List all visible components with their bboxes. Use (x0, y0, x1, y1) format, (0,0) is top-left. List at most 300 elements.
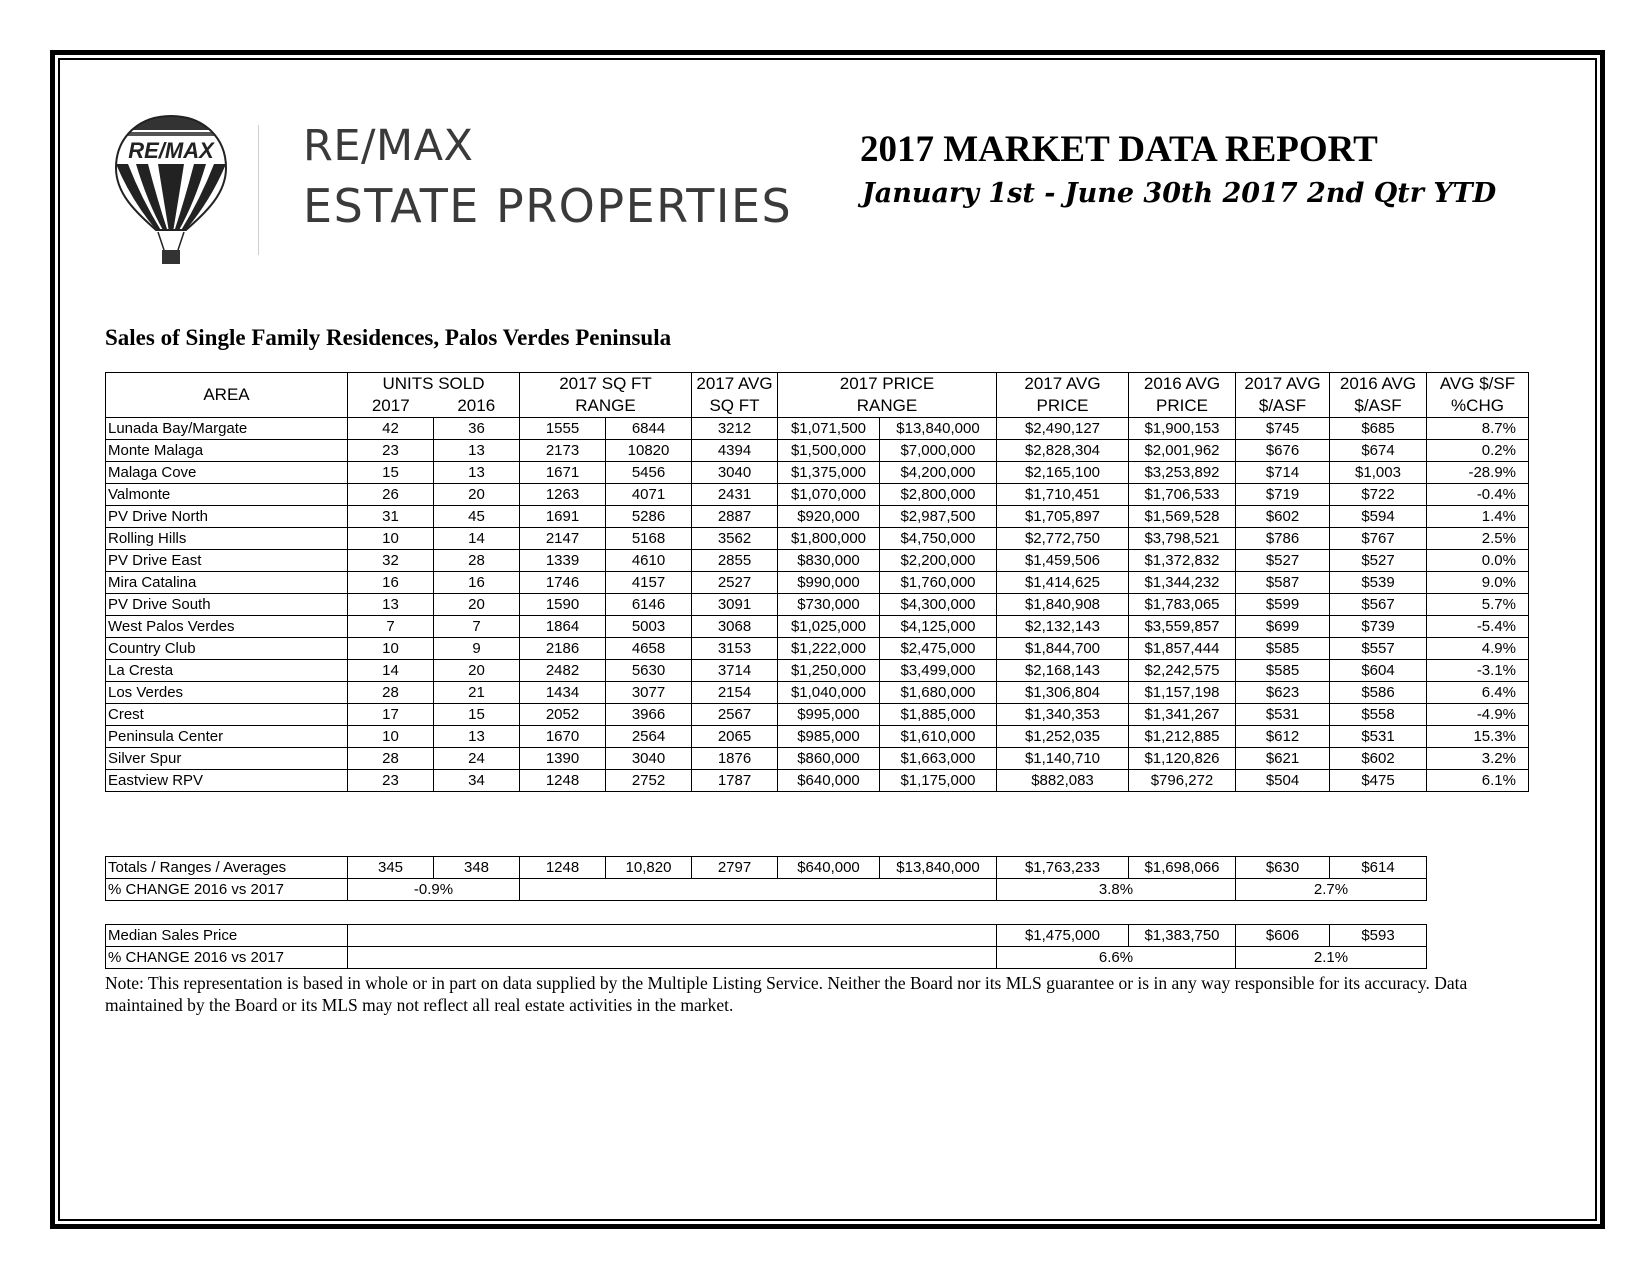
cell-sqft-max: 4658 (606, 638, 692, 660)
cell-asf-2017: $612 (1236, 726, 1330, 748)
cell-asf-2016: $594 (1330, 506, 1427, 528)
cell-avg-sqft: 2527 (692, 572, 778, 594)
cell-avg-price-2017: $1,705,897 (997, 506, 1129, 528)
totals-avg-sqft: 2797 (692, 857, 778, 879)
cell-units-2017: 14 (348, 660, 434, 682)
cell-units-2017: 32 (348, 550, 434, 572)
cell-sqft-max: 4157 (606, 572, 692, 594)
median-label: Median Sales Price (106, 925, 348, 947)
cell-sqft-max: 5003 (606, 616, 692, 638)
totals-asf-change: 2.7% (1236, 879, 1427, 901)
cell-sqft-max: 10820 (606, 440, 692, 462)
cell-asf-2016: $567 (1330, 594, 1427, 616)
cell-units-2016: 9 (434, 638, 520, 660)
totals-units-change: -0.9% (348, 879, 520, 901)
cell-price-min: $730,000 (778, 594, 880, 616)
cell-asf-2016: $604 (1330, 660, 1427, 682)
cell-asf-2016: $602 (1330, 748, 1427, 770)
logo-divider (258, 125, 259, 255)
cell-area: Valmonte (106, 484, 348, 506)
cell-asf-change: 6.4% (1427, 682, 1529, 704)
table-row (106, 704, 1529, 726)
table-row (106, 550, 1529, 572)
cell-sqft-min: 1390 (520, 748, 606, 770)
table-row (106, 418, 1529, 440)
cell-sqft-min: 1691 (520, 506, 606, 528)
cell-price-max: $4,125,000 (880, 616, 997, 638)
logo-lettering: RE/MAX (128, 138, 214, 163)
cell-sqft-min: 1864 (520, 616, 606, 638)
sales-table (105, 372, 1529, 792)
cell-units-2016: 16 (434, 572, 520, 594)
cell-area: PV Drive North (106, 506, 348, 528)
cell-avg-price-2017: $1,459,506 (997, 550, 1129, 572)
median-asf-change: 2.1% (1236, 947, 1427, 969)
table-row (106, 616, 1529, 638)
cell-area: Los Verdes (106, 682, 348, 704)
cell-price-min: $985,000 (778, 726, 880, 748)
cell-asf-2016: $531 (1330, 726, 1427, 748)
cell-price-max: $1,663,000 (880, 748, 997, 770)
cell-sqft-max: 3077 (606, 682, 692, 704)
brand-line-2: ESTATE PROPERTIES (303, 179, 793, 233)
cell-sqft-min: 1263 (520, 484, 606, 506)
cell-price-max: $1,760,000 (880, 572, 997, 594)
cell-price-min: $1,500,000 (778, 440, 880, 462)
cell-asf-2017: $699 (1236, 616, 1330, 638)
median-price-2016: $1,383,750 (1129, 925, 1236, 947)
table-row (106, 770, 1529, 792)
cell-units-2016: 13 (434, 726, 520, 748)
median-price-2017: $1,475,000 (997, 925, 1129, 947)
cell-avg-price-2016: $1,857,444 (1129, 638, 1236, 660)
cell-units-2016: 34 (434, 770, 520, 792)
cell-price-min: $1,070,000 (778, 484, 880, 506)
median-asf-2017: $606 (1236, 925, 1330, 947)
median-row (106, 925, 1427, 947)
brand-line-1: RE/MAX (303, 121, 474, 171)
cell-asf-change: 15.3% (1427, 726, 1529, 748)
cell-price-max: $13,840,000 (880, 418, 997, 440)
table-row (106, 462, 1529, 484)
header-price-range-bottom: RANGE (778, 395, 997, 418)
cell-avg-sqft: 3153 (692, 638, 778, 660)
cell-asf-2016: $739 (1330, 616, 1427, 638)
cell-price-max: $2,200,000 (880, 550, 997, 572)
cell-units-2017: 10 (348, 726, 434, 748)
header-avg-sqft-bottom: SQ FT (692, 395, 778, 418)
cell-avg-price-2017: $1,710,451 (997, 484, 1129, 506)
cell-units-2017: 28 (348, 682, 434, 704)
cell-avg-price-2016: $1,372,832 (1129, 550, 1236, 572)
median-blank (348, 925, 997, 947)
cell-asf-2017: $714 (1236, 462, 1330, 484)
sales-table-body (106, 418, 1529, 792)
cell-sqft-max: 5456 (606, 462, 692, 484)
cell-avg-price-2016: $1,706,533 (1129, 484, 1236, 506)
cell-sqft-max: 4610 (606, 550, 692, 572)
cell-avg-sqft: 3068 (692, 616, 778, 638)
cell-asf-change: 2.5% (1427, 528, 1529, 550)
cell-price-max: $1,680,000 (880, 682, 997, 704)
cell-asf-2016: $1,003 (1330, 462, 1427, 484)
cell-price-max: $2,800,000 (880, 484, 997, 506)
cell-price-max: $2,987,500 (880, 506, 997, 528)
cell-avg-price-2017: $1,844,700 (997, 638, 1129, 660)
header-chg-bottom: %CHG (1427, 395, 1529, 418)
cell-asf-2017: $587 (1236, 572, 1330, 594)
cell-price-max: $1,885,000 (880, 704, 997, 726)
cell-asf-change: 9.0% (1427, 572, 1529, 594)
cell-asf-change: -0.4% (1427, 484, 1529, 506)
cell-price-min: $990,000 (778, 572, 880, 594)
cell-units-2016: 20 (434, 594, 520, 616)
header-avg-sqft-top: 2017 AVG (692, 373, 778, 396)
cell-avg-price-2016: $3,253,892 (1129, 462, 1236, 484)
header-avg-price-2016-bottom: PRICE (1129, 395, 1236, 418)
cell-asf-2017: $602 (1236, 506, 1330, 528)
cell-asf-2016: $557 (1330, 638, 1427, 660)
cell-price-min: $830,000 (778, 550, 880, 572)
totals-sqft-min: 1248 (520, 857, 606, 879)
cell-avg-sqft: 1787 (692, 770, 778, 792)
cell-avg-price-2016: $1,783,065 (1129, 594, 1236, 616)
cell-avg-price-2017: $1,140,710 (997, 748, 1129, 770)
cell-avg-sqft: 3040 (692, 462, 778, 484)
cell-units-2017: 23 (348, 770, 434, 792)
cell-price-max: $3,499,000 (880, 660, 997, 682)
totals-change-blank (520, 879, 997, 901)
cell-asf-change: 0.2% (1427, 440, 1529, 462)
cell-units-2017: 17 (348, 704, 434, 726)
cell-price-min: $920,000 (778, 506, 880, 528)
cell-sqft-max: 3040 (606, 748, 692, 770)
cell-avg-price-2017: $2,168,143 (997, 660, 1129, 682)
median-table (105, 924, 1427, 969)
cell-avg-price-2017: $2,772,750 (997, 528, 1129, 550)
header-area: AREA (106, 373, 348, 418)
cell-price-min: $1,800,000 (778, 528, 880, 550)
header-asf-2017-bottom: $/ASF (1236, 395, 1330, 418)
header-price-range-top: 2017 PRICE (778, 373, 997, 396)
cell-area: West Palos Verdes (106, 616, 348, 638)
cell-asf-2017: $599 (1236, 594, 1330, 616)
cell-asf-2016: $685 (1330, 418, 1427, 440)
cell-price-min: $1,025,000 (778, 616, 880, 638)
header-units-2017: 2017 (348, 395, 434, 418)
table-row (106, 594, 1529, 616)
cell-sqft-min: 1434 (520, 682, 606, 704)
cell-sqft-max: 6146 (606, 594, 692, 616)
cell-sqft-max: 3966 (606, 704, 692, 726)
cell-avg-sqft: 2887 (692, 506, 778, 528)
cell-avg-price-2016: $1,157,198 (1129, 682, 1236, 704)
header-avg-price-2017-top: 2017 AVG (997, 373, 1129, 396)
median-asf-2016: $593 (1330, 925, 1427, 947)
cell-asf-2017: $719 (1236, 484, 1330, 506)
header-asf-2017-top: 2017 AVG (1236, 373, 1330, 396)
cell-asf-2017: $623 (1236, 682, 1330, 704)
cell-area: Monte Malaga (106, 440, 348, 462)
cell-asf-2017: $527 (1236, 550, 1330, 572)
cell-avg-price-2017: $1,306,804 (997, 682, 1129, 704)
header-units-sold: UNITS SOLD (348, 373, 520, 396)
cell-asf-2017: $745 (1236, 418, 1330, 440)
cell-asf-change: 6.1% (1427, 770, 1529, 792)
cell-avg-price-2016: $1,212,885 (1129, 726, 1236, 748)
cell-asf-2017: $504 (1236, 770, 1330, 792)
cell-asf-change: 3.2% (1427, 748, 1529, 770)
cell-asf-2017: $585 (1236, 638, 1330, 660)
cell-avg-sqft: 2154 (692, 682, 778, 704)
cell-sqft-max: 5286 (606, 506, 692, 528)
cell-sqft-min: 2052 (520, 704, 606, 726)
cell-avg-price-2016: $1,120,826 (1129, 748, 1236, 770)
cell-price-min: $860,000 (778, 748, 880, 770)
cell-area: Malaga Cove (106, 462, 348, 484)
cell-units-2017: 26 (348, 484, 434, 506)
cell-price-max: $4,300,000 (880, 594, 997, 616)
cell-price-min: $1,071,500 (778, 418, 880, 440)
cell-asf-change: -4.9% (1427, 704, 1529, 726)
cell-price-max: $4,200,000 (880, 462, 997, 484)
totals-avg-price-2017: $1,763,233 (997, 857, 1129, 879)
median-price-change: 6.6% (997, 947, 1236, 969)
cell-avg-sqft: 3562 (692, 528, 778, 550)
totals-price-min: $640,000 (778, 857, 880, 879)
totals-units-2016: 348 (434, 857, 520, 879)
cell-avg-sqft: 3091 (692, 594, 778, 616)
totals-asf-2017: $630 (1236, 857, 1330, 879)
cell-avg-price-2017: $2,828,304 (997, 440, 1129, 462)
cell-area: Rolling Hills (106, 528, 348, 550)
cell-asf-2016: $586 (1330, 682, 1427, 704)
cell-area: Silver Spur (106, 748, 348, 770)
cell-area: Mira Catalina (106, 572, 348, 594)
cell-sqft-min: 1746 (520, 572, 606, 594)
cell-area: PV Drive East (106, 550, 348, 572)
totals-sqft-max: 10,820 (606, 857, 692, 879)
cell-sqft-max: 4071 (606, 484, 692, 506)
cell-units-2017: 10 (348, 528, 434, 550)
totals-asf-2016: $614 (1330, 857, 1427, 879)
cell-avg-sqft: 2065 (692, 726, 778, 748)
header-sqft-range-bottom: RANGE (520, 395, 692, 418)
cell-avg-price-2017: $882,083 (997, 770, 1129, 792)
header-units-2016: 2016 (434, 395, 520, 418)
cell-sqft-max: 6844 (606, 418, 692, 440)
cell-price-max: $4,750,000 (880, 528, 997, 550)
cell-units-2016: 7 (434, 616, 520, 638)
cell-price-max: $1,175,000 (880, 770, 997, 792)
cell-avg-sqft: 2855 (692, 550, 778, 572)
cell-avg-price-2017: $2,165,100 (997, 462, 1129, 484)
cell-area: Lunada Bay/Margate (106, 418, 348, 440)
table-row (106, 660, 1529, 682)
cell-avg-price-2016: $1,569,528 (1129, 506, 1236, 528)
header-sqft-range-top: 2017 SQ FT (520, 373, 692, 396)
cell-units-2017: 28 (348, 748, 434, 770)
cell-sqft-min: 1555 (520, 418, 606, 440)
cell-units-2017: 13 (348, 594, 434, 616)
cell-avg-sqft: 2431 (692, 484, 778, 506)
cell-avg-price-2016: $2,001,962 (1129, 440, 1236, 462)
totals-change-row (106, 879, 1427, 901)
table-row (106, 484, 1529, 506)
table-row (106, 748, 1529, 770)
cell-asf-2017: $531 (1236, 704, 1330, 726)
cell-asf-2016: $539 (1330, 572, 1427, 594)
cell-avg-price-2017: $1,414,625 (997, 572, 1129, 594)
header-avg-price-2016-top: 2016 AVG (1129, 373, 1236, 396)
cell-units-2017: 7 (348, 616, 434, 638)
cell-area: Country Club (106, 638, 348, 660)
cell-asf-2017: $676 (1236, 440, 1330, 462)
cell-area: PV Drive South (106, 594, 348, 616)
cell-units-2016: 20 (434, 484, 520, 506)
cell-units-2016: 36 (434, 418, 520, 440)
median-change-label: % CHANGE 2016 vs 2017 (106, 947, 348, 969)
cell-asf-2016: $527 (1330, 550, 1427, 572)
cell-sqft-max: 5168 (606, 528, 692, 550)
cell-units-2016: 21 (434, 682, 520, 704)
cell-price-min: $1,222,000 (778, 638, 880, 660)
cell-area: Eastview RPV (106, 770, 348, 792)
report-subtitle: January 1st - June 30th 2017 2nd Qtr YTD (862, 178, 1497, 209)
cell-avg-price-2017: $1,252,035 (997, 726, 1129, 748)
cell-price-min: $995,000 (778, 704, 880, 726)
cell-price-max: $2,475,000 (880, 638, 997, 660)
table-row (106, 572, 1529, 594)
header-asf-2016-top: 2016 AVG (1330, 373, 1427, 396)
section-title: Sales of Single Family Residences, Palos Verdes Peninsula (105, 325, 672, 350)
cell-sqft-max: 2752 (606, 770, 692, 792)
cell-avg-price-2016: $1,344,232 (1129, 572, 1236, 594)
cell-avg-price-2016: $796,272 (1129, 770, 1236, 792)
cell-sqft-min: 1590 (520, 594, 606, 616)
cell-units-2016: 15 (434, 704, 520, 726)
cell-avg-sqft: 1876 (692, 748, 778, 770)
table-row (106, 528, 1529, 550)
cell-units-2016: 13 (434, 462, 520, 484)
cell-asf-change: 1.4% (1427, 506, 1529, 528)
table-row (106, 726, 1529, 748)
cell-asf-2016: $674 (1330, 440, 1427, 462)
cell-avg-price-2017: $2,132,143 (997, 616, 1129, 638)
totals-table (105, 856, 1427, 901)
cell-avg-sqft: 3714 (692, 660, 778, 682)
cell-units-2016: 13 (434, 440, 520, 462)
brand-name (303, 121, 793, 233)
cell-asf-2017: $585 (1236, 660, 1330, 682)
cell-avg-price-2016: $2,242,575 (1129, 660, 1236, 682)
totals-avg-price-2016: $1,698,066 (1129, 857, 1236, 879)
cell-avg-sqft: 4394 (692, 440, 778, 462)
cell-asf-2017: $621 (1236, 748, 1330, 770)
cell-units-2017: 10 (348, 638, 434, 660)
table-row (106, 682, 1529, 704)
cell-asf-change: -28.9% (1427, 462, 1529, 484)
cell-asf-change: -3.1% (1427, 660, 1529, 682)
cell-units-2017: 16 (348, 572, 434, 594)
table-row (106, 506, 1529, 528)
table-row (106, 440, 1529, 462)
cell-price-min: $640,000 (778, 770, 880, 792)
median-change-row (106, 947, 1427, 969)
cell-sqft-min: 1248 (520, 770, 606, 792)
cell-price-min: $1,375,000 (778, 462, 880, 484)
cell-asf-2016: $722 (1330, 484, 1427, 506)
cell-avg-price-2016: $1,341,267 (1129, 704, 1236, 726)
cell-area: Peninsula Center (106, 726, 348, 748)
report-title: 2017 MARKET DATA REPORT (860, 129, 1378, 170)
cell-area: Crest (106, 704, 348, 726)
cell-price-max: $1,610,000 (880, 726, 997, 748)
cell-asf-change: 4.9% (1427, 638, 1529, 660)
cell-asf-change: -5.4% (1427, 616, 1529, 638)
cell-sqft-min: 1670 (520, 726, 606, 748)
cell-units-2016: 28 (434, 550, 520, 572)
cell-units-2017: 23 (348, 440, 434, 462)
totals-price-change: 3.8% (997, 879, 1236, 901)
cell-avg-price-2016: $3,559,857 (1129, 616, 1236, 638)
totals-change-label: % CHANGE 2016 vs 2017 (106, 879, 348, 901)
cell-sqft-min: 1671 (520, 462, 606, 484)
cell-units-2017: 15 (348, 462, 434, 484)
cell-avg-price-2017: $1,840,908 (997, 594, 1129, 616)
header-chg-top: AVG $/SF (1427, 373, 1529, 396)
cell-units-2016: 20 (434, 660, 520, 682)
cell-avg-price-2016: $1,900,153 (1129, 418, 1236, 440)
cell-avg-price-2017: $2,490,127 (997, 418, 1129, 440)
cell-price-min: $1,040,000 (778, 682, 880, 704)
remax-balloon-logo (112, 112, 230, 268)
cell-asf-change: 8.7% (1427, 418, 1529, 440)
median-change-blank (348, 947, 997, 969)
cell-asf-2016: $558 (1330, 704, 1427, 726)
header-asf-2016-bottom: $/ASF (1330, 395, 1427, 418)
cell-asf-2017: $786 (1236, 528, 1330, 550)
cell-area: La Cresta (106, 660, 348, 682)
totals-price-max: $13,840,000 (880, 857, 997, 879)
cell-sqft-min: 2173 (520, 440, 606, 462)
cell-sqft-min: 2186 (520, 638, 606, 660)
cell-sqft-min: 2482 (520, 660, 606, 682)
cell-avg-sqft: 2567 (692, 704, 778, 726)
disclaimer-note: Note: This representation is based in whole or in part on data supplied by the Multiple Listing Service. Neither the Board nor its MLS guarantee or is in any way responsible for its accuracy. Data maintained by the Board or its MLS may not reflect all real estate activities in the market. (105, 973, 1468, 1015)
cell-sqft-max: 2564 (606, 726, 692, 748)
cell-avg-sqft: 3212 (692, 418, 778, 440)
cell-asf-change: 0.0% (1427, 550, 1529, 572)
cell-units-2016: 45 (434, 506, 520, 528)
header-avg-price-2017-bottom: PRICE (997, 395, 1129, 418)
cell-asf-2016: $767 (1330, 528, 1427, 550)
cell-price-max: $7,000,000 (880, 440, 997, 462)
cell-sqft-min: 2147 (520, 528, 606, 550)
cell-units-2016: 14 (434, 528, 520, 550)
cell-avg-price-2016: $3,798,521 (1129, 528, 1236, 550)
cell-asf-2016: $475 (1330, 770, 1427, 792)
cell-asf-change: 5.7% (1427, 594, 1529, 616)
table-row (106, 638, 1529, 660)
totals-row (106, 857, 1427, 879)
cell-units-2016: 24 (434, 748, 520, 770)
cell-avg-price-2017: $1,340,353 (997, 704, 1129, 726)
cell-sqft-min: 1339 (520, 550, 606, 572)
totals-units-2017: 345 (348, 857, 434, 879)
totals-label: Totals / Ranges / Averages (106, 857, 348, 879)
cell-sqft-max: 5630 (606, 660, 692, 682)
